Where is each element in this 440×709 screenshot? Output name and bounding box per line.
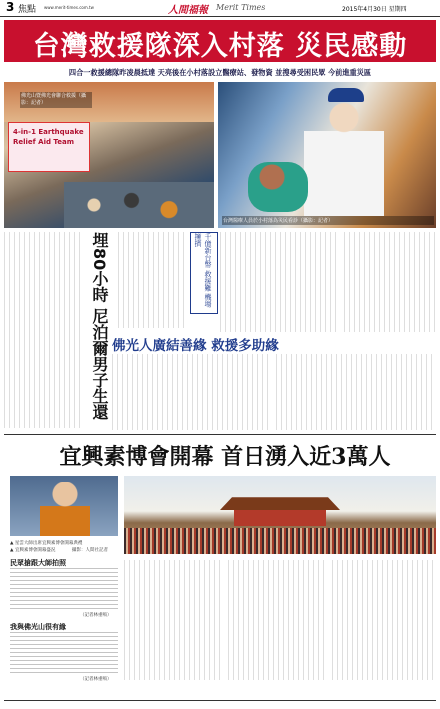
blue-story-body-right [276,354,436,430]
survivor-headline-text: 埋80小時 尼泊爾男子生還 [90,232,109,420]
lead-photo-left [4,82,214,228]
temple-hall [234,510,326,526]
lead-body-col1 [4,232,84,428]
survivor-body [118,232,188,328]
pullquote-box [190,232,218,314]
lead-photo-right [218,82,436,228]
bottom-rule [4,700,436,701]
cap-shape [328,88,364,102]
expo-caption-2: ▲ 宜興素博會開幕盛況 [10,548,56,553]
temple-roof [220,494,340,510]
expo-headline: 宜興素博會開幕 首日湧入近3萬人 [59,444,391,470]
expo-body-b [228,560,328,680]
expo-section-body-2 [10,632,118,676]
doctor-figure [304,96,384,216]
relief-sign [8,122,90,172]
lead-headline: 台灣救援隊深入村落 災民感動 [32,31,408,62]
child-figure [248,162,308,212]
expo-section-title-1: 民眾搶跟大師拍照 [10,559,66,567]
paper-logo: 人間福報 [168,5,208,16]
lead-headline-banner [4,20,436,62]
expo-section-title-2: 我與佛光山很有緣 [10,623,66,631]
section-name: 焦點 [18,5,37,15]
expo-author-tag-1: （記者林重鳴） [80,613,112,618]
crowd-rows [124,528,436,554]
page-number: 3 [6,0,15,14]
section-divider [4,434,436,435]
expo-author-tag-2: （記者林重鳴） [80,677,112,682]
lead-body-col3 [220,232,340,332]
pullquote-text: 千億新台幣 救援難 機場擁擠 [194,233,212,308]
blue-story-body-left [112,354,272,430]
crowd-shape [64,182,214,228]
relief-sign-text: 4-in-1 Earthquake Relief Aid Team [13,128,84,146]
lead-body-col4 [344,232,436,332]
master-figure [40,482,90,536]
expo-photo-temple [124,476,436,554]
expo-photo-master [10,476,118,536]
expo-body-a [124,560,224,680]
expo-body-c [332,560,436,680]
photo-right-caption: 台灣醫療人員於小村落為災民看診（攝影：記者） [222,216,434,225]
photo-left-caption: 佛光山暨佛光會聯合救援（攝影：記者） [20,92,92,108]
paper-logo-en: Merit Times [216,3,266,12]
expo-section-body-1 [10,568,118,612]
expo-photo-credit: 攝影：人間社記者 [72,548,108,553]
website: www.merit-times.com.tw [44,5,94,10]
blue-headline: 佛光人廣結善緣 救援多助緣 [112,338,279,354]
issue-date: 2015年4月30日 星期四 [342,6,407,13]
lead-subheadline: 四合一救援總隊昨凌晨抵達 天亮後在小村落設立醫療站、發物資 並搜尋受困民眾 今前進重災區 [68,68,372,77]
expo-caption-1: ▲ 星雲大師出席宜興素博會開幕典禮 [10,541,83,546]
masthead [0,0,440,17]
